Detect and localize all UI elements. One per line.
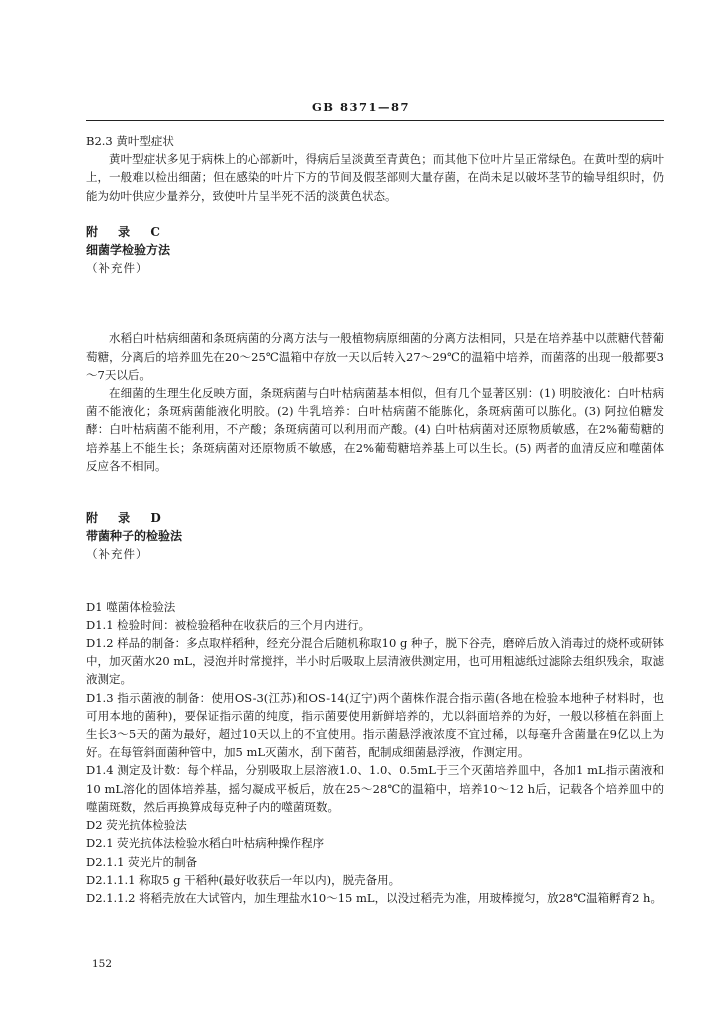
appendix-c-paragraph-2: 在细菌的生理生化反映方面，条斑病菌与白叶枯病菌基本相似，但有几个显著区别：(1) 明胶液化：白叶枯病菌不能液化；条斑病菌能液化明胶。(2) 牛乳培养：白叶枯病菌不能胨化，条斑病菌可以胨化。(3) 阿拉伯糖发酵：白叶枯病菌不能利用，不产酸；条斑病菌可以利用而产酸。(4) 白叶枯病菌对还原物质敏感，在2%葡萄糖的培养基上不能生长；条斑病菌对还原物质不敏感，在2%葡萄糖培养基上可以生长。(5) 两者的血清反应和噬菌体反应各不相同。 — [86, 386, 664, 473]
document-body — [86, 132, 664, 907]
section-d1-2: D1.2 样品的制备：多点取样稻种，经充分混合后随机称取10 g 种子，脱下谷壳，磨碎后放入消毒过的烧杯或研钵中，加灭菌水20 mL，浸泡并时常搅拌，半小时后吸取上层清液供测定用，也可用粗滤纸过滤除去组织残余，取滤液测定。 — [86, 636, 664, 687]
section-b23-heading: B2.3 黄叶型症状 — [86, 134, 174, 148]
appendix-c-label: 附 录 C — [86, 224, 168, 239]
page-number: 152 — [92, 958, 113, 970]
appendix-d-subtitle: （补充件） — [86, 547, 149, 562]
standard-header: GB 8371—87 — [311, 100, 411, 114]
section-d2-1-1: D2.1.1 荧光片的制备 — [86, 854, 198, 869]
section-b23-paragraph: 黄叶型症状多见于病株上的心部新叶，得病后呈淡黄至青黄色；而其他下位叶片呈正常绿色。在黄叶型的病叶上，一般难以检出细菌；但在感染的叶片下方的节间及假茎部则大量存菌，在尚未足以破坏茎节的输导组织时，仍能为幼叶供应少量养分，致使叶片呈半死不活的淡黄色状态。 — [86, 152, 664, 203]
section-d2-1-1-1: D2.1.1.1 称取5 g 干稻种(最好收获后一年以内)，脱壳备用。 — [86, 872, 401, 887]
section-d2-1-1-2: D2.1.1.2 将稻壳放在大试管内，加生理盐水10～15 mL，以没过稻壳为准，用玻棒搅匀，放28℃温箱孵育2 h。 — [86, 890, 662, 905]
appendix-c-paragraph-1: 水稻白叶枯病细菌和条斑病菌的分离方法与一般植物病原细菌的分离方法相同，只是在培养基中以蔗糖代替葡萄糖，分离后的培养皿先在20～25℃温箱中存放一天以后转入27～29℃的温箱中培养，而菌落的出现一般都要3～7天以后。 — [86, 331, 664, 382]
section-d2-heading: D2 荧光抗体检验法 — [86, 818, 187, 833]
section-d1-1: D1.1 检验时间：被检验稻种在收获后的三个月内进行。 — [86, 617, 371, 632]
section-d1-heading: D1 噬菌体检验法 — [86, 599, 176, 614]
appendix-c-title: 细菌学检验方法 — [86, 243, 171, 258]
header-rule — [86, 120, 664, 121]
appendix-d-title: 带菌种子的检验法 — [86, 529, 183, 544]
appendix-d-label: 附 录 D — [86, 511, 169, 526]
appendix-c-subtitle: （补充件） — [86, 261, 149, 276]
section-d2-1: D2.1 荧光抗体法检验水稻白叶枯病种操作程序 — [86, 836, 325, 851]
section-d1-3: D1.3 指示菌液的制备：使用OS-3(江苏)和OS-14(辽宁)两个菌株作混合指示菌(各地在检验本地种子材料时，也可用本地的菌种)，要保证指示菌的纯度，指示菌要使用新鲜培养的，尤以斜面培养的为好，一般以移植在斜面上生长3～5天的菌为最好，超过10天以上的不宜使用。指示菌悬浮液浓度不宜过稀，以每毫升含菌量在9亿以上为好。在每管斜面菌种管中，加5 mL灭菌水，刮下菌苔，配制成细菌悬浮液，作测定用。 — [86, 690, 664, 760]
section-d1-4: D1.4 测定及计数：每个样品，分别吸取上层溶液1.0、1.0、0.5mL于三个灭菌培养皿中，各加1 mL指示菌液和10 mL溶化的固体培养基，摇匀凝成平板后，放在25～28℃的温箱中，培养10～12 h后，记载各个培养皿中的噬菌斑数，然后再换算成每克种子内的噬菌斑数。 — [86, 763, 664, 814]
